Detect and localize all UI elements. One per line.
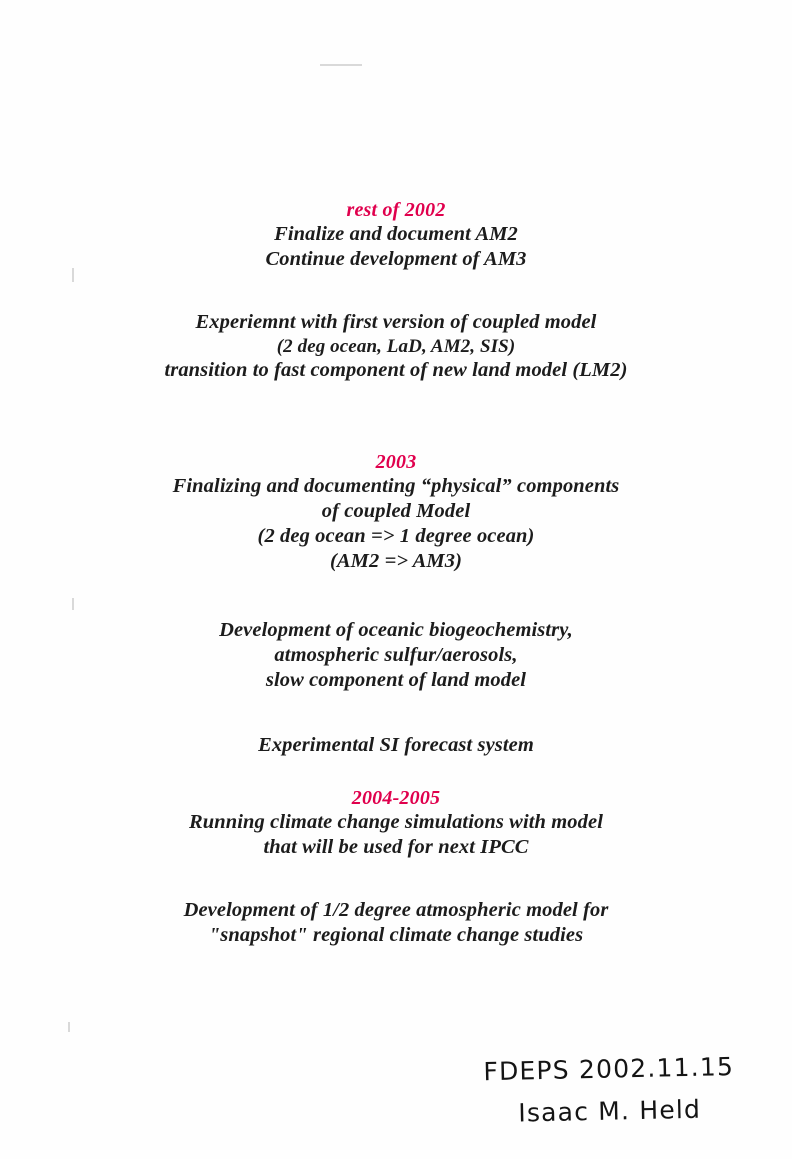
- section-line: of coupled Model: [321, 500, 471, 523]
- section-line: (AM2 => AM3): [329, 550, 462, 573]
- section-si-forecast: [0, 733, 792, 758]
- section-line: "snapshot" regional climate change studies: [208, 924, 584, 946]
- section-line: Continue development of AM3: [265, 248, 527, 271]
- section-line: (2 deg ocean, LaD, AM2, SIS): [276, 336, 516, 357]
- section-half-degree-model: [0, 898, 792, 948]
- section-heading-2003: 2003: [375, 451, 417, 473]
- section-line: Development of 1/2 degree atmospheric model for: [183, 899, 609, 921]
- section-2004-2005: [0, 786, 792, 860]
- scan-artifact-top: [320, 64, 362, 66]
- section-heading-2004-2005: 2004-2005: [351, 787, 441, 809]
- section-2003: [0, 450, 792, 574]
- section-development: [0, 618, 792, 693]
- section-line: slow component of land model: [265, 669, 527, 691]
- handwritten-note: [483, 1048, 735, 1132]
- section-line: (2 deg ocean => 1 degree ocean): [257, 525, 535, 548]
- section-rest-of-2002: [0, 198, 792, 272]
- section-coupled-model-experiment: [0, 310, 792, 383]
- section-line: Experimental SI forecast system: [258, 734, 534, 756]
- section-line: that will be used for next IPCC: [263, 836, 529, 859]
- scan-artifact-left-lower: [68, 1022, 70, 1032]
- section-line: transition to fast component of new land model (LM2): [164, 359, 628, 382]
- section-line: Finalizing and documenting “physical” components: [172, 475, 620, 498]
- scan-artifact-left-mid: [72, 598, 74, 610]
- handwritten-note-author: Isaac M. Held: [518, 1094, 702, 1128]
- section-line: Development of oceanic biogeochemistry,: [219, 619, 573, 641]
- section-line: Experiemnt with first version of coupled model: [195, 311, 597, 333]
- section-line: Running climate change simulations with model: [188, 811, 604, 834]
- section-heading-2002: rest of 2002: [346, 199, 446, 221]
- section-line: Finalize and document AM2: [274, 223, 518, 246]
- handwritten-note-conference: FDEPS 2002.11.15: [483, 1051, 735, 1087]
- section-line: atmospheric sulfur/aerosols,: [274, 644, 518, 666]
